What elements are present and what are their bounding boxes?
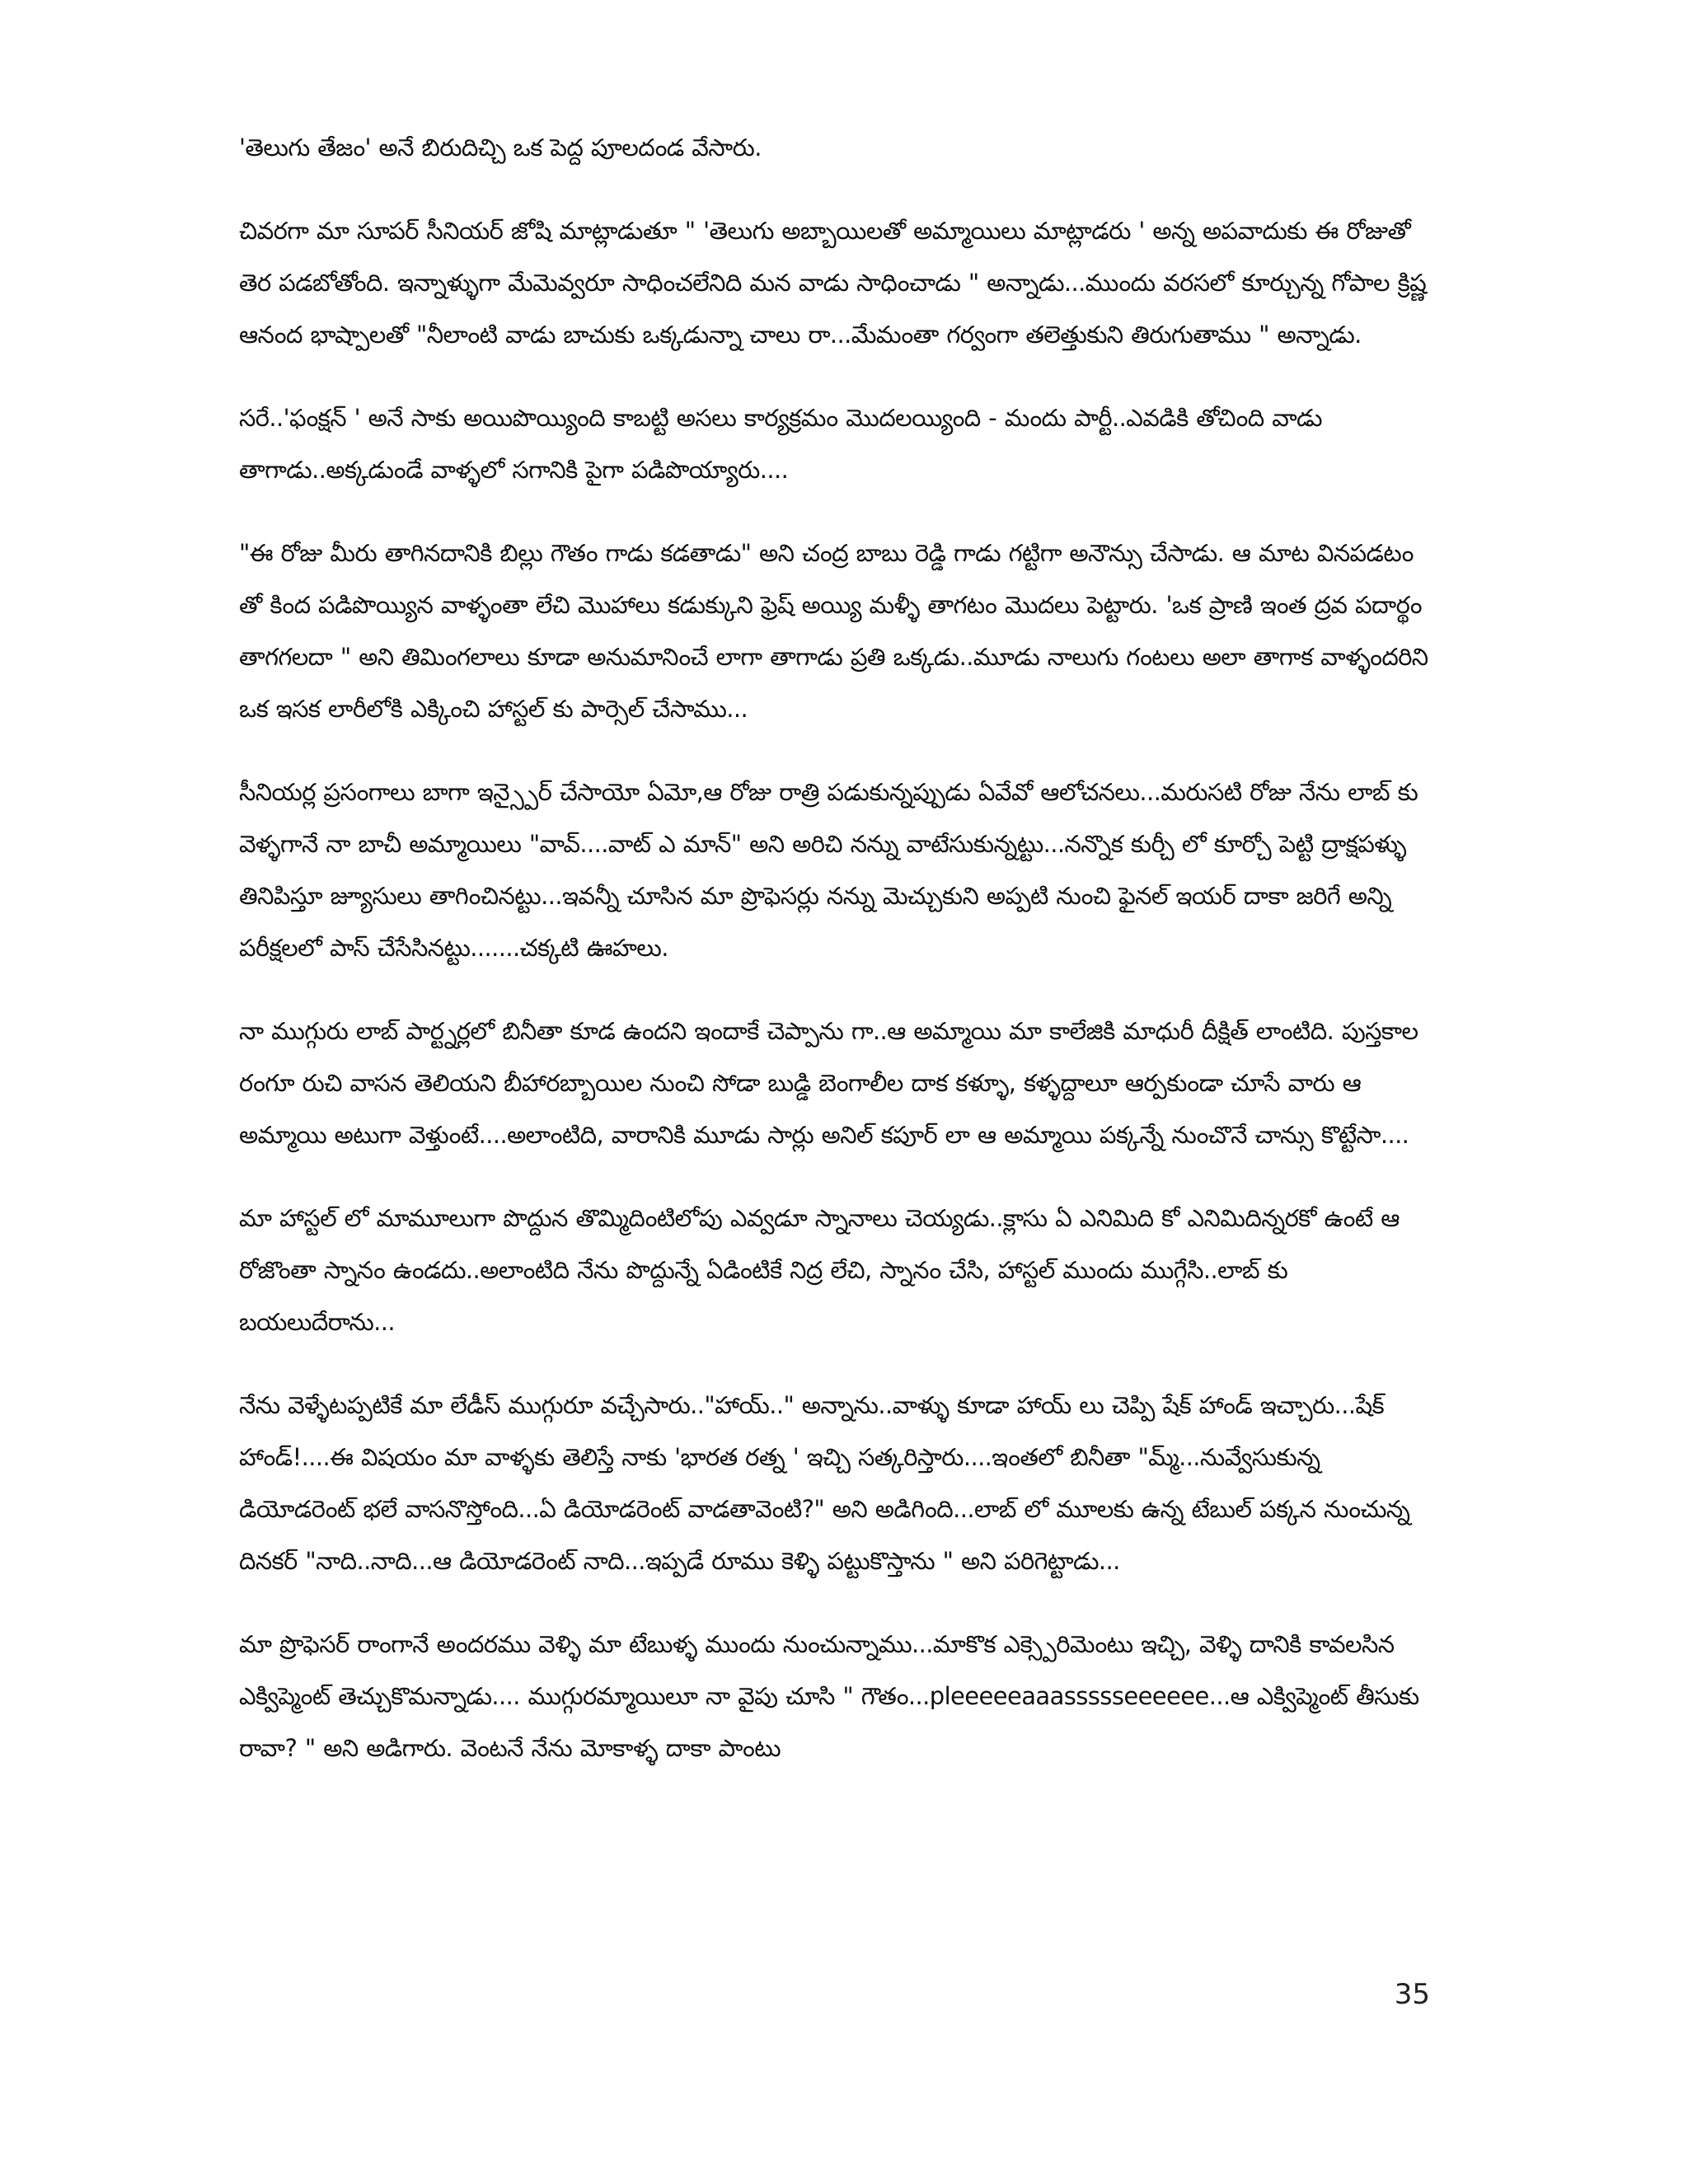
paragraph-9: మా ప్రొఫెసర్ రాంగానే అందరము వెళ్ళి మా టేబుళ్ళ ముందు నుంచున్నాము...మాకొక ఎక్స్పెరిమెంటు ఇచ్చి, వెళ్ళి దానికి కావలసిన ఎక్విప్మెంట్ తెచ్చుకొమన్నాడు.... ముగ్గురమ్మాయిలూ నా వైపు చూసి " గౌతం...pleeeeeaaassssseeeeee...ఆ ఎక్విప్మెంట్ తీసుకు రావా? " అని అడిగారు. వెంటనే నేను మోకాళ్ళ దాకా పాంటు	[239, 1630, 1419, 1762]
paragraph-6: నా ముగ్గురు లాబ్ పార్ట్నర్లలో బినీతా కూడ ఉందని ఇందాకే చెప్పాను గా..ఆ అమ్మాయి మా కాలేజికి మాధురీ దీక్షిత్ లాంటిది. పుస్తకాల రంగూ రుచి వాసన తెలియని బీహారబ్బాయిల నుంచి సోడా బుడ్డి బెంగాలీల దాక కళ్ళూ, కళ్ళద్దాలూ ఆర్పకుండా చూసే వారు ఆ అమ్మాయి అటుగా వెళ్తుంటే....అలాంటిది, వారానికి మూడు సార్లు అనిల్ కపూర్ లా ఆ అమ్మాయి పక్కన్నే నుంచొనే చాన్సు కొట్టేసా....	[239, 1017, 1418, 1149]
paragraph-5: సీనియర్ల ప్రసంగాలు బాగా ఇన్స్పైర్ చేసాయో ఏమో,ఆ రోజు రాత్రి పడుకున్నప్పుడు ఏవేవో ఆలోచనలు...మరుసటి రోజు నేను లాబ్ కు వెళ్ళగానే నా బాచీ అమ్మాయిలు "వావ్....వాట్ ఎ మాన్" అని అరిచి నన్ను వాటేసుకున్నట్టు...నన్నొక కుర్చీ లో కూర్చో పెట్టి ద్రాక్షపళ్ళు తినిపిస్తూ జ్యూసులు తాగించినట్టు...ఇవన్నీ చూసిన మా ప్రొఫెసర్లు నన్ను మెచ్చుకుని అప్పటి నుంచి ఫైనల్ ఇయర్ దాకా జరిగే అన్ని పరీక్షలలో పాస్ చేసేసినట్టు.......చక్కటి ఊహలు.	[239, 778, 1418, 962]
paragraph-7: మా హాస్టల్ లో మామూలుగా పొద్దున తొమ్మిదింటిలోపు ఎవ్వడూ స్నానాలు చెయ్యడు..క్లాసు ఏ ఎనిమిది కో ఎనిమిదిన్నరకో ఉంటే ఆ రోజొంతా స్నానం ఉండదు..అలాంటిది నేను పొద్దున్నే ఏడింటికే నిద్ర లేచి, స్నానం చేసి, హాస్టల్ ముందు ముగ్గేసి..లాబ్ కు బయలుదేరాను...	[239, 1204, 1400, 1336]
page-body	[239, 122, 1430, 1806]
paragraph-8: నేను వెళ్ళేటప్పటికే మా లేడీస్ ముగ్గురూ వచ్చేసారు.."హాయ్.." అన్నాను..వాళ్ళు కూడా హాయ్ లు చెప్పి షేక్ హాండ్ ఇచ్చారు...షేక్ హాండ్!....ఈ విషయం మా వాళ్ళకు తెలిస్తే నాకు 'భారత రత్న ' ఇచ్చి సత్కరిస్తారు....ఇంతలో బినీతా "మ్మ్...నువ్వేసుకున్న డియోడరెంట్ భలే వాసనొస్తోంది...ఏ డియోడరెంట్ వాడతావెంటి?" అని అడిగింది...లాబ్ లో మూలకు ఉన్న టేబుల్ పక్కన నుంచున్న దినకర్ "నాది..నాది...ఆ డియోడరెంట్ నాది...ఇప్పడే రూము కెళ్ళి పట్టుకొస్తాను " అని పరిగెట్టాడు...	[239, 1391, 1410, 1575]
paragraph-4: "ఈ రోజు మీరు తాగినదానికి బిల్లు గౌతం గాడు కడతాడు" అని చంద్ర బాబు రెడ్డి గాడు గట్టిగా అనౌన్సు చేసాడు. ఆ మాట వినపడటం తో కింద పడిపొయ్యిన వాళ్ళంతా లేచి మొహాలు కడుక్కుని ఫ్రెష్ అయ్యి మళ్ళీ తాగటం మొదలు పెట్టారు. 'ఒక ప్రాణి ఇంత ద్రవ పదార్థం తాగగలదా " అని తిమింగలాలు కూడా అనుమానించే లాగా తాగాడు ప్రతి ఒక్కడు..మూడు నాలుగు గంటలు అలా తాగాక వాళ్ళందరిని ఒక ఇసక లారీలోకి ఎక్కించి హాస్టల్ కు పార్సెల్ చేసాము...	[239, 539, 1428, 723]
page-number: 35	[1394, 1978, 1430, 2011]
paragraph-2: చివరగా మా సూపర్ సీనియర్ జోషి మాట్లాడుతూ " 'తెలుగు అబ్బాయిలతో అమ్మాయిలు మాట్లాడరు ' అన్న అపవాదుకు ఈ రోజుతో తెర పడబోతోంది. ఇన్నాళ్ళుగా మేమెవ్వరూ సాధించలేనిది మన వాడు సాధించాడు " అన్నాడు...ముందు వరసలో కూర్చున్న గోపాల క్రిష్ణ ఆనంద భాష్పాలతో "నీలాంటి వాడు బాచుకు ఒక్కడున్నా చాలు రా...మేమంతా గర్వంగా తలెత్తుకుని తిరుగుతాము " అన్నాడు.	[239, 217, 1427, 349]
paragraph-3: సరే..'ఫంక్షన్ ' అనే సాకు అయిపొయ్యింది కాబట్టి అసలు కార్యక్రమం మొదలయ్యింది - మందు పార్టీ..ఎవడికి తోచింది వాడు తాగాడు..అక్కడుండే వాళ్ళలో సగానికి పైగా పడిపొయ్యారు....	[239, 404, 1322, 484]
paragraph-1: 'తెలుగు తేజం' అనే బిరుదిచ్చి ఒక పెద్ద పూలదండ వేసారు.	[239, 134, 762, 162]
